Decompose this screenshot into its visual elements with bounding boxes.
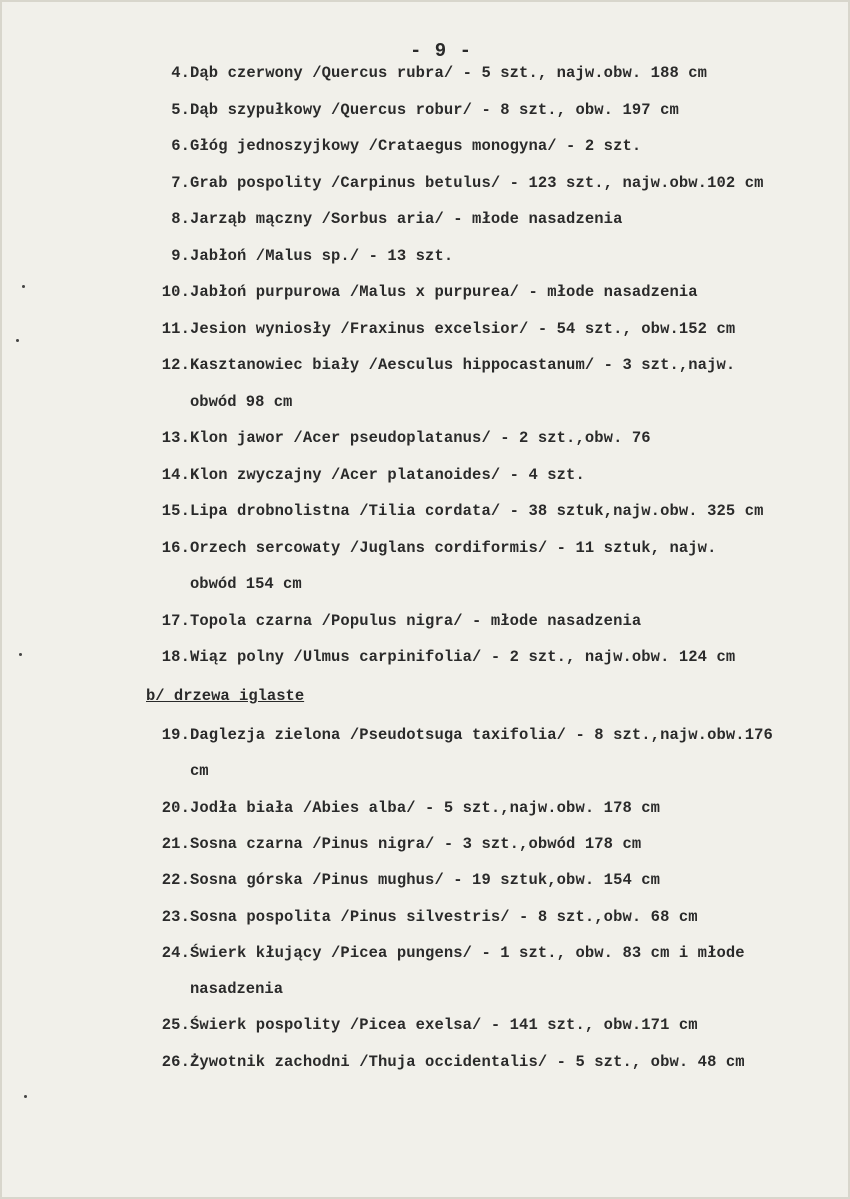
item-number: 18. (161, 648, 190, 666)
list-item (146, 320, 735, 338)
list-item (146, 64, 707, 82)
list-item (146, 1053, 745, 1071)
list-item (146, 612, 641, 630)
item-number: 14. (161, 465, 190, 484)
list-item (146, 137, 641, 155)
list-item (146, 908, 698, 926)
item-number: 5. (171, 100, 190, 119)
item-number: 6. (171, 137, 190, 155)
item-number: 19. (161, 726, 190, 744)
item-continuation: obwód 98 cm (190, 392, 293, 411)
item-number: 20. (161, 798, 190, 817)
item-text: Dąb szypułkowy /Quercus robur/ - 8 szt., obw. 197 cm (190, 100, 679, 119)
item-number: 12. (161, 356, 190, 374)
item-text: Jesion wyniosły /Fraxinus excelsior/ - 54 szt., obw.152 cm (190, 319, 736, 338)
item-number: 11. (161, 319, 190, 338)
item-text: Daglezja zielona /Pseudotsuga taxifolia/ - 8 szt.,najw.obw.176 (190, 726, 773, 744)
item-number: 15. (161, 502, 190, 520)
item-continuation: cm (190, 762, 209, 781)
page-number: - 9 - (410, 40, 473, 62)
list-item (146, 871, 660, 889)
item-text: Jabłoń purpurowa /Malus x purpurea/ - młode nasadzenia (190, 283, 698, 301)
list-item (146, 944, 745, 962)
item-text: Świerk pospolity /Picea exelsa/ - 141 szt., obw.171 cm (190, 1016, 698, 1035)
item-text: Lipa drobnolistna /Tilia cordata/ - 38 sztuk,najw.obw. 325 cm (190, 502, 764, 520)
list-item (146, 101, 679, 119)
list-item (146, 356, 735, 374)
list-item (146, 539, 716, 557)
margin-mark (22, 285, 25, 288)
list-item (146, 210, 622, 228)
item-number: 24. (161, 943, 190, 962)
item-number: 26. (161, 1052, 190, 1071)
item-text: Klon zwyczajny /Acer platanoides/ - 4 szt. (190, 465, 585, 484)
list-item (146, 726, 773, 744)
list-item (146, 247, 453, 265)
item-text: Jabłoń /Malus sp./ - 13 szt. (190, 246, 454, 265)
item-number: 9. (171, 246, 190, 265)
item-number: 10. (161, 283, 190, 301)
list-item (146, 835, 641, 853)
margin-mark (24, 1095, 27, 1098)
item-text: Grab pospolity /Carpinus betulus/ - 123 szt., najw.obw.102 cm (190, 173, 764, 192)
item-continuation: obwód 154 cm (190, 575, 302, 593)
margin-mark (16, 339, 19, 342)
item-number: 22. (161, 871, 190, 890)
item-number: 16. (161, 538, 190, 557)
item-text: Topola czarna /Populus nigra/ - młode nasadzenia (190, 611, 642, 630)
item-number: 25. (161, 1016, 190, 1035)
item-text: Sosna pospolita /Pinus silvestris/ - 8 szt.,obw. 68 cm (190, 907, 698, 926)
list-item (146, 502, 764, 520)
list-item (146, 799, 660, 817)
list-item (146, 174, 764, 192)
list-item (146, 648, 735, 666)
item-number: 17. (161, 611, 190, 630)
list-item (146, 429, 651, 447)
item-text: Wiąz polny /Ulmus carpinifolia/ - 2 szt., najw.obw. 124 cm (190, 648, 736, 666)
item-text: Jodła biała /Abies alba/ - 5 szt.,najw.obw. 178 cm (190, 798, 661, 817)
item-text: Kasztanowiec biały /Aesculus hippocastanum/ - 3 szt.,najw. (190, 356, 736, 374)
list-item (146, 1016, 698, 1034)
item-number: 21. (161, 834, 190, 853)
item-text: Sosna czarna /Pinus nigra/ - 3 szt.,obwód 178 cm (190, 834, 642, 853)
list-item (146, 283, 698, 301)
item-text: Dąb czerwony /Quercus rubra/ - 5 szt., najw.obw. 188 cm (190, 64, 708, 82)
item-number: 13. (161, 429, 190, 447)
item-text: Żywotnik zachodni /Thuja occidentalis/ - 5 szt., obw. 48 cm (190, 1052, 745, 1071)
margin-mark (19, 653, 22, 656)
list-item (146, 466, 585, 484)
item-continuation: nasadzenia (190, 980, 284, 999)
item-text: Jarząb mączny /Sorbus aria/ - młode nasadzenia (190, 210, 623, 228)
item-text: Głóg jednoszyjkowy /Crataegus monogyna/ - 2 szt. (190, 137, 642, 155)
item-text: Orzech sercowaty /Juglans cordiformis/ - 11 sztuk, najw. (190, 538, 717, 557)
item-text: Sosna górska /Pinus mughus/ - 19 sztuk,obw. 154 cm (190, 871, 661, 890)
conifer-heading: b/ drzewa iglaste (146, 687, 305, 705)
item-number: 7. (171, 173, 190, 192)
item-text: Klon jawor /Acer pseudoplatanus/ - 2 szt.,obw. 76 (190, 429, 651, 447)
item-number: 23. (161, 907, 190, 926)
item-text: Świerk kłujący /Picea pungens/ - 1 szt., obw. 83 cm i młode (190, 943, 745, 962)
item-number: 8. (171, 210, 190, 228)
item-number: 4. (171, 64, 190, 82)
